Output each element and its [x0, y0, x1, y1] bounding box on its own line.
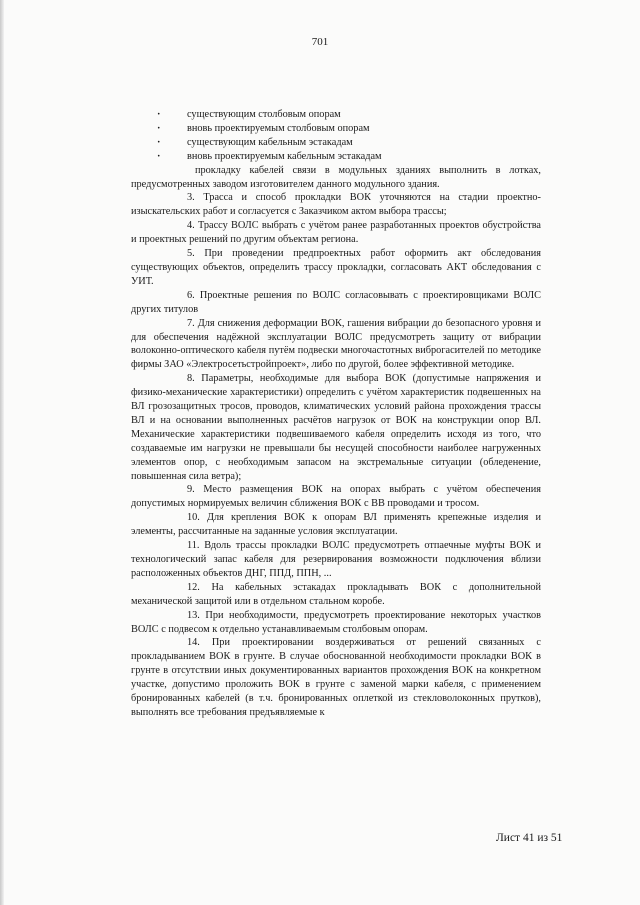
item-5 — [131, 247, 541, 289]
document-body — [131, 108, 541, 720]
page-edge — [0, 0, 4, 905]
item-8 — [131, 372, 541, 483]
bullet-item: · вновь проектируемым столбовым опорам — [131, 122, 541, 136]
item-text: Проектные решения по ВОЛС согласовывать с проектировщиками ВОЛС других титулов — [131, 289, 542, 315]
item-text: Для снижения деформации ВОК, гашения вибрации до безопасного уровня и для обеспечения надёжной эксплуатации ВОЛС предусмотреть защиту от вибрации волоконно-оптического кабеля путём подвески многочастотных виброгасителей по методике фирмы ЗАО «Электросетьстройпроект», либо по другой, более эффективной методике. — [131, 317, 541, 371]
item-12 — [131, 581, 541, 609]
item-13 — [131, 609, 541, 637]
bullet-item: · существующим столбовым опорам — [131, 108, 541, 122]
bullet-item: · вновь проектируемым кабельным эстакадам — [131, 150, 541, 164]
page-number: 701 — [311, 36, 329, 48]
item-text: Для крепления ВОК к опорам ВЛ применять крепежные изделия и элементы, рассчитанные на заданные условия эксплуатации. — [131, 512, 542, 538]
item-7 — [131, 317, 541, 373]
item-10 — [131, 511, 541, 539]
item-number: 10. — [187, 512, 200, 524]
item-text: При проектировании воздерживаться от решений связанных с прокладыванием ВОК в грунте. В случае обоснованной необходимости прокладки ВОК в грунте в отсутствии иных документированных вариантов прохождения ВОК на конкретном участке, допустимо проложить ВОК в грунте с заменой марки кабеля, с применением бронированных кабелей (в т.ч. бронированных оплеткой из стекловолоконных прутков), выполнять все требования предъявляемые к — [131, 637, 541, 718]
item-text: На кабельных эстакадах прокладывать ВОК с дополнительной механической защитой или в отдельном стальном коробе. — [131, 581, 541, 607]
item-number: 6. — [187, 289, 195, 301]
item-number: 11. — [187, 540, 200, 552]
bullet-list — [131, 108, 541, 164]
sheet-counter: Лист 41 из 51 — [496, 832, 563, 844]
item-4 — [131, 219, 541, 247]
item-9 — [131, 483, 541, 511]
item-text: Параметры, необходимые для выбора ВОК (допустимые напряжения и физико-механические характеристики) определить с учётом характеристик подвешенных на ВЛ грозозащитных тросов, проводов, климатических условий района прохождения трассы ВЛ и на основании выполненных расчётов нагрузок от ВОК на конструкции опор ВЛ. Механические характеристики подвешиваемого кабеля определить исходя из того, что создаваемые им нагрузки не превышали бы несущей способности наиболее нагруженных элементов опор, с необходимым запасом на экстремальные ситуации (обледенение, повышенная сила ветра); — [131, 373, 541, 482]
item-number: 3. — [187, 192, 195, 204]
item-text: При проведении предпроектных работ оформить акт обследования существующих объектов, определить трассу прокладки, согласовать АКТ обследования с УИТ. — [131, 248, 542, 287]
item-text: При необходимости, предусмотреть проектирование некоторых участков ВОЛС с подвесом к отдельно устанавливаемым столбовым опорам. — [131, 609, 541, 635]
item-14 — [131, 636, 541, 719]
item-number: 5. — [187, 248, 195, 260]
item-number: 13. — [187, 609, 200, 621]
item-number: 12. — [187, 581, 200, 593]
item-number: 4. — [187, 220, 195, 232]
item-6 — [131, 289, 541, 317]
intro-paragraph: прокладку кабелей связи в модульных зданиях выполнить в лотках, предусмотренных заводом изготовителем данного модульного здания. — [131, 164, 541, 190]
item-number: 14. — [187, 637, 200, 649]
item-number: 9. — [187, 484, 195, 496]
item-3 — [131, 191, 541, 219]
item-text: Место размещения ВОК на опорах выбрать с учётом обеспечения допустимых нормируемых величин сближения ВОК с ВВ проводами и тросом. — [131, 484, 541, 510]
bullet-item: · существующим кабельным эстакадам — [131, 136, 541, 150]
item-11 — [131, 539, 541, 581]
item-text: Трасса и способ прокладки ВОК уточняются на стадии проектно-изыскательских работ и согласуется с Заказчиком актом выбора трассы; — [131, 192, 541, 218]
item-text: Трассу ВОЛС выбрать с учётом ранее разработанных проектов обустройства и проектных решений по другим объектам региона. — [131, 220, 541, 246]
item-number: 7. — [187, 317, 195, 329]
item-number: 8. — [187, 373, 195, 385]
item-text: Вдоль трассы прокладки ВОЛС предусмотреть отпаечные муфты ВОК и технологический запас кабеля для резервирования возможности подключения вблизи расположенных объектов ДНГ, ППД, ППН, ... — [131, 540, 541, 579]
